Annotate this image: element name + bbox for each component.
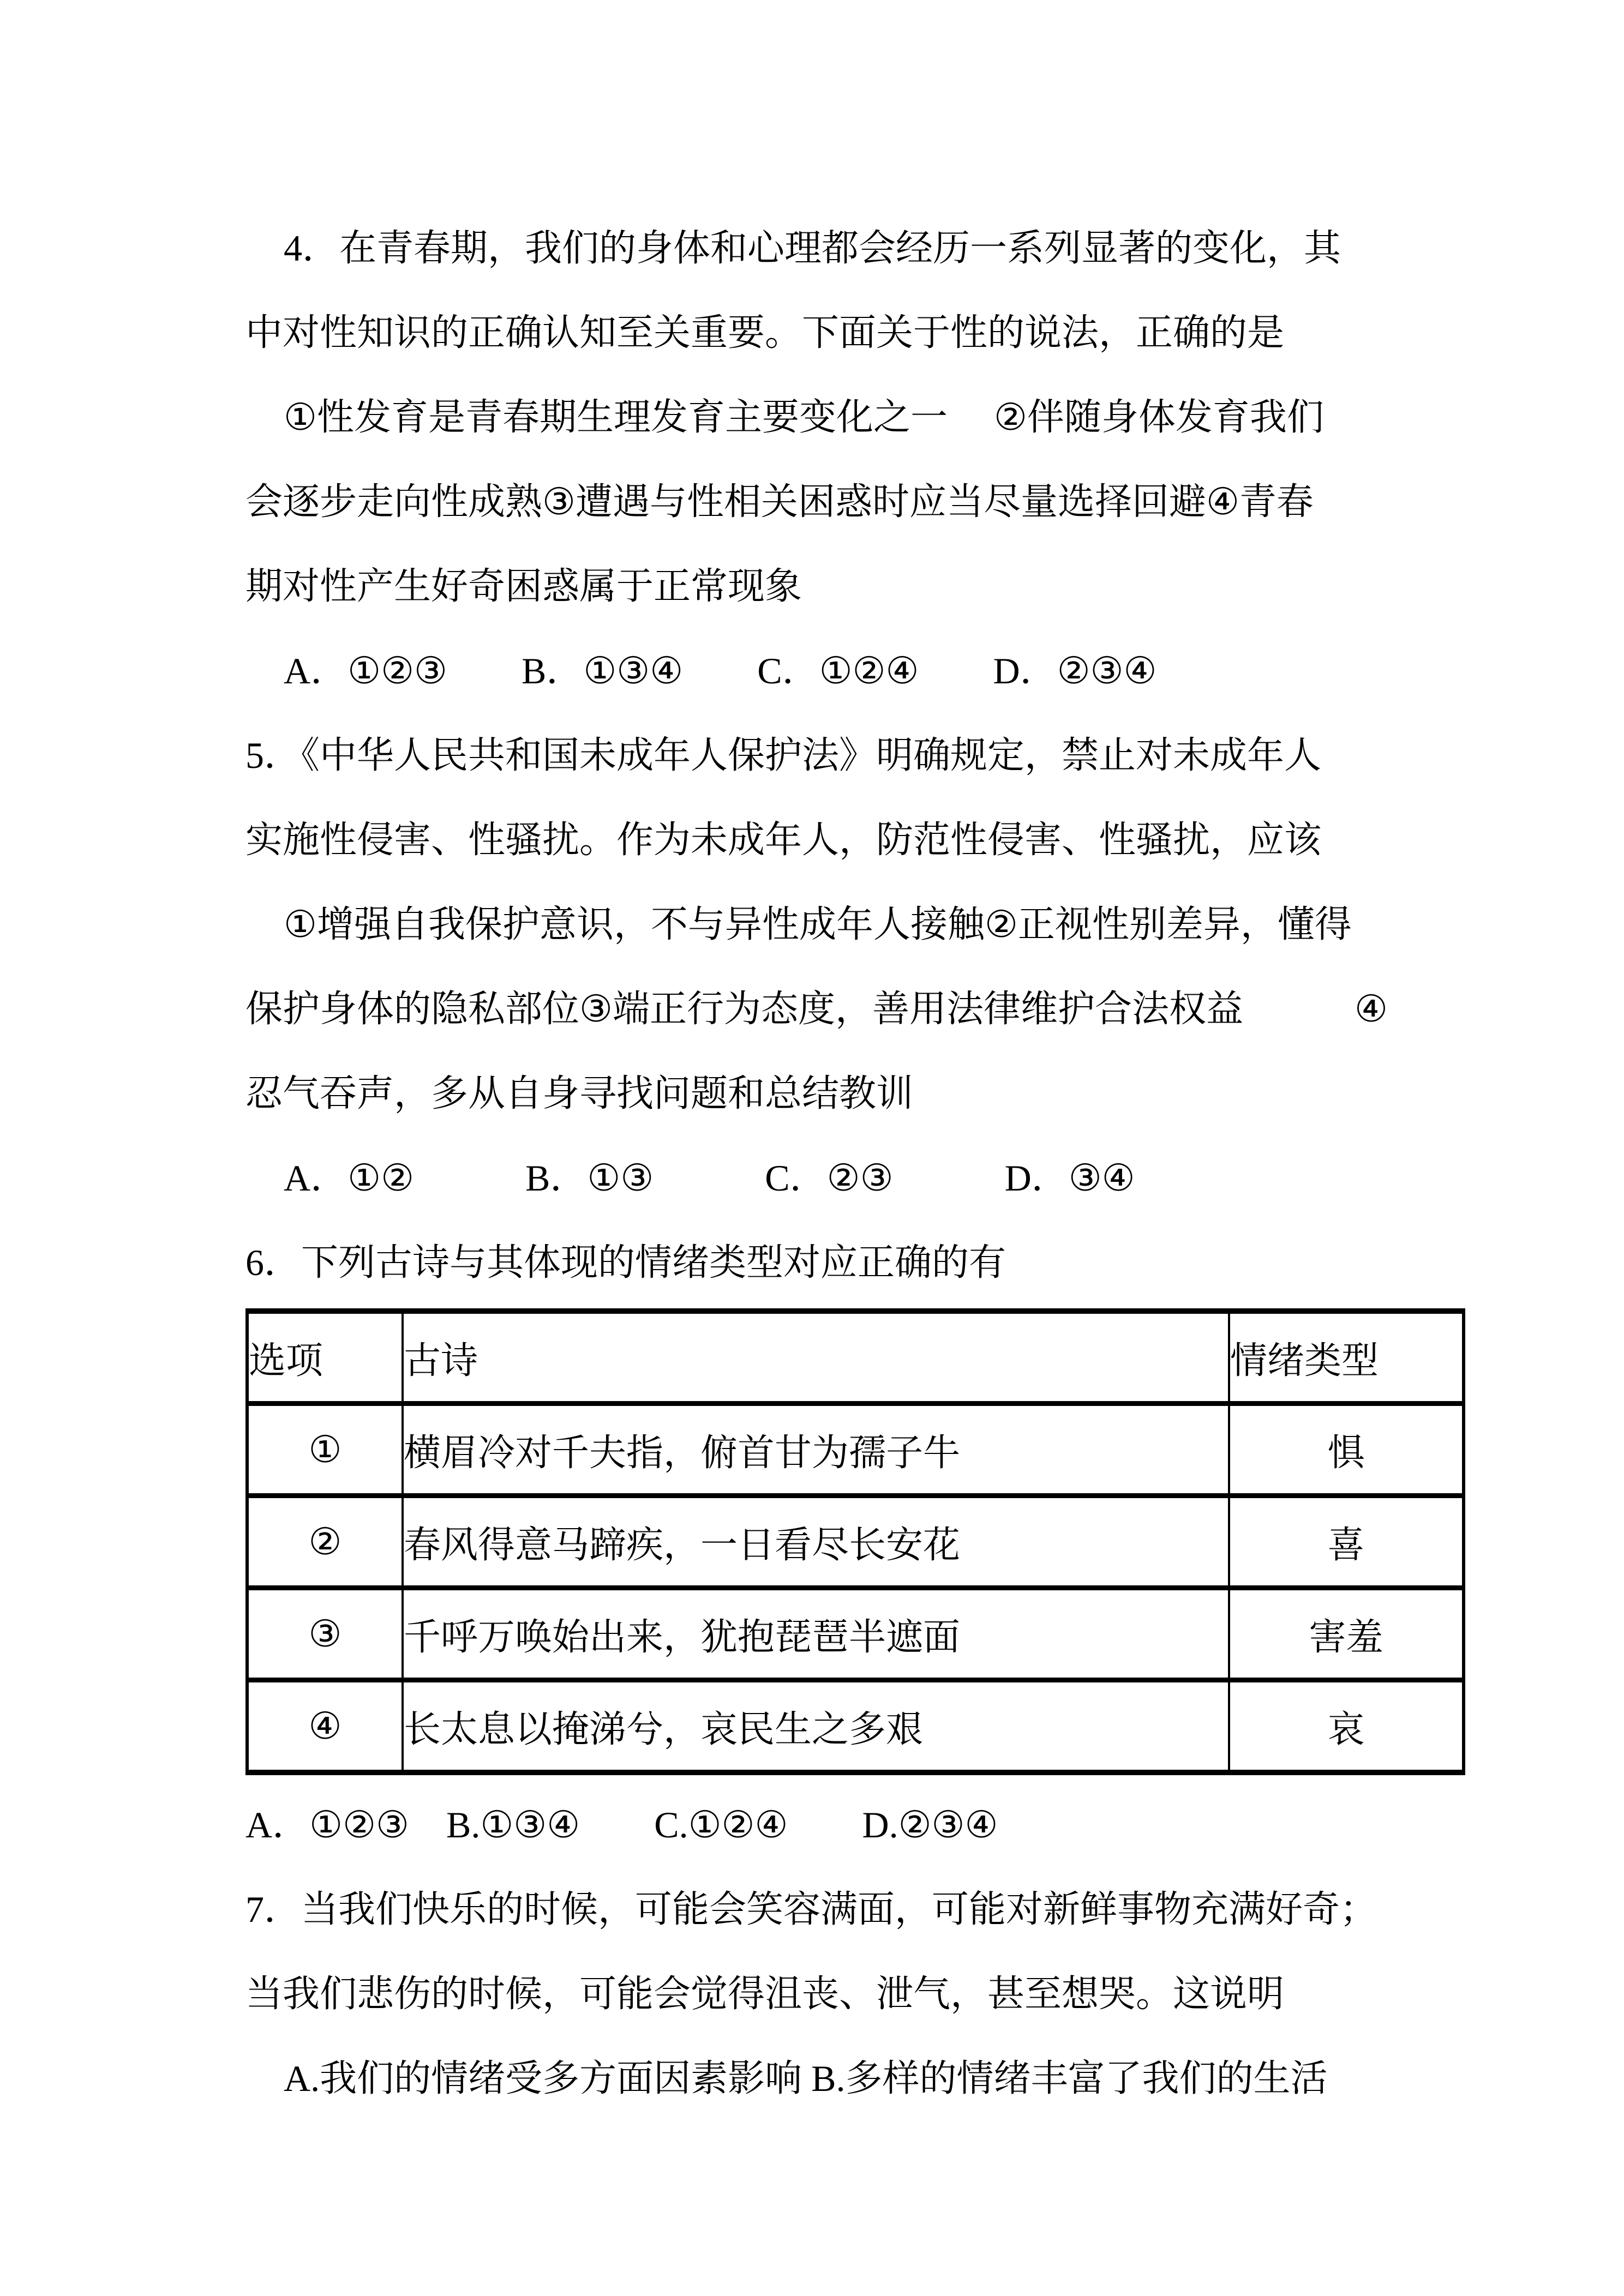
q4-items-line-3: 期对性产生好奇困惑属于正常现象 [245, 566, 802, 607]
q5-stem-line-1: 5．《中华人民共和国未成年人保护法》明确规定，禁止对未成年人 [245, 735, 1322, 776]
table-cell-emotion-1: 惧 [1229, 1404, 1464, 1496]
table-row [247, 1680, 1464, 1773]
q4-items-line-2: 会逐步走向性成熟③遭遇与性相关困惑时应当尽量选择回避④青春 [245, 481, 1314, 522]
table-cell-emotion-4: 哀 [1229, 1680, 1464, 1773]
table-row [247, 1588, 1464, 1680]
q7-stem-line-1: 7．当我们快乐的时候，可能会笑容满面，可能对新鲜事物充满好奇； [245, 1889, 1377, 1930]
q4-stem-line-1: 4．在青春期，我们的身体和心理都会经历一系列显著的变化，其 [284, 227, 1341, 269]
table-cell-emotion-2: 喜 [1229, 1496, 1464, 1588]
table-cell-option-2: ② [247, 1496, 403, 1588]
table-header-option: 选项 [247, 1311, 403, 1404]
q5-stem-line-2: 实施性侵害、性骚扰。作为未成年人，防范性侵害、性骚扰，应该 [245, 819, 1322, 861]
table-cell-poem-1: 横眉冷对千夫指，俯首甘为孺子牛 [403, 1404, 1229, 1496]
q7-options: A.我们的情绪受多方面因素影响 B.多样的情绪丰富了我们的生活 [284, 2058, 1328, 2099]
table-cell-poem-2: 春风得意马蹄疾，一日看尽长安花 [403, 1496, 1229, 1588]
table-header-row [247, 1311, 1464, 1404]
table-header-emotion: 情绪类型 [1229, 1311, 1464, 1404]
exam-document [245, 206, 1511, 2121]
q6-poem-emotion-table [245, 1308, 1465, 1775]
table-cell-option-1: ① [247, 1404, 403, 1496]
table-cell-emotion-3: 害羞 [1229, 1588, 1464, 1680]
q4-options: A．①②③ B．①③④ C．①②④ D．②③④ [284, 650, 1157, 692]
q7-stem-line-2: 当我们悲伤的时候，可能会觉得沮丧、泄气，甚至想哭。这说明 [245, 1973, 1285, 2015]
q6-stem: 6．下列古诗与其体现的情绪类型对应正确的有 [245, 1242, 1006, 1283]
q4-items-line-1: ①性发育是青春期生理发育主要变化之一 ②伴随身体发育我们 [284, 396, 1324, 438]
q6-options: A．①②③ B.①③④ C.①②④ D.②③④ [245, 1804, 998, 1846]
q4-stem-line-2: 中对性知识的正确认知至关重要。下面关于性的说法，正确的是 [245, 312, 1285, 353]
q5-items-line-1: ①增强自我保护意识，不与异性成年人接触②正视性别差异，懂得 [284, 904, 1352, 945]
q5-items-line-3: 忍气吞声，多从自身寻找问题和总结教训 [245, 1073, 914, 1114]
q5-options: A．①② B．①③ C．②③ D．③④ [284, 1157, 1135, 1199]
table-cell-option-4: ④ [247, 1680, 403, 1773]
table-cell-option-3: ③ [247, 1588, 403, 1680]
q5-items-line-2: 保护身体的隐私部位③端正行为态度，善用法律维护合法权益 ④ [245, 988, 1388, 1030]
table-row [247, 1496, 1464, 1588]
table-row [247, 1404, 1464, 1496]
table-header-poem: 古诗 [403, 1311, 1229, 1404]
table-cell-poem-4: 长太息以掩涕兮，哀民生之多艰 [403, 1680, 1229, 1773]
table-cell-poem-3: 千呼万唤始出来，犹抱琵琶半遮面 [403, 1588, 1229, 1680]
